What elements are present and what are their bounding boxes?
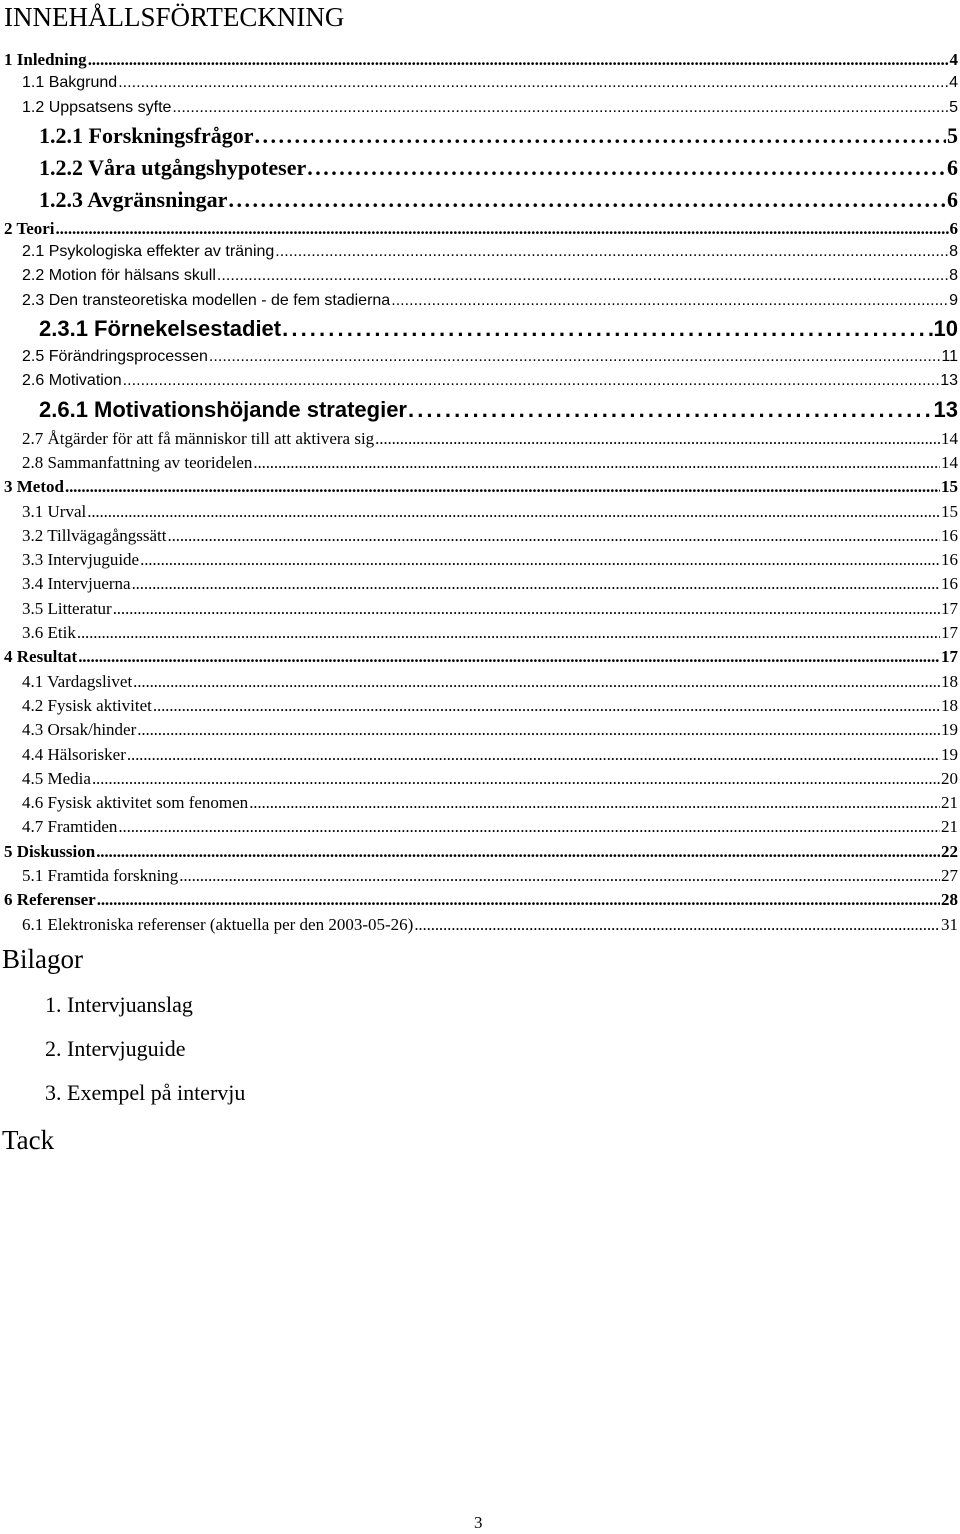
toc-entry[interactable] (0, 453, 960, 477)
dot-leader (132, 574, 940, 594)
toc-entry-title: 4.7 Framtiden (22, 817, 118, 837)
toc-entry-page: 6 (947, 186, 958, 212)
dot-leader (172, 99, 948, 117)
toc-entry[interactable] (0, 187, 960, 219)
toc-entry[interactable] (0, 890, 960, 914)
toc-entry-page: 27 (941, 866, 958, 886)
dot-leader (282, 316, 932, 342)
toc-entry-title: 3 Metod (4, 477, 64, 497)
toc-entry-title: 1.2.3 Avgränsningar (39, 186, 228, 212)
dot-leader (275, 243, 948, 261)
dot-leader (375, 429, 940, 449)
toc-entry-page: 17 (941, 598, 958, 618)
toc-entry-page: 17 (941, 647, 958, 667)
toc-entry-title: 2 Teori (4, 218, 55, 238)
dot-leader (391, 292, 948, 310)
toc-entry[interactable] (0, 550, 960, 574)
toc-entry-title: 3.4 Intervjuerna (22, 574, 131, 594)
dot-leader (127, 745, 940, 765)
bilaga-item: 1. Intervjuanslag (45, 992, 193, 1017)
toc-entry[interactable] (0, 672, 960, 696)
toc-entry[interactable] (0, 267, 960, 291)
bilagor-heading: Bilagor (2, 944, 83, 974)
toc-entry[interactable] (0, 316, 960, 348)
toc-entry[interactable] (0, 769, 960, 793)
toc-entry[interactable] (0, 50, 960, 74)
dot-leader (307, 155, 946, 181)
dot-leader (118, 817, 940, 837)
toc-entry-title: 2.7 Åtgärder för att få människor till att aktivera sig (22, 428, 375, 448)
toc-entry-page: 17 (941, 623, 958, 643)
toc-entry-page: 4 (949, 50, 958, 69)
toc-entry-page: 10 (933, 316, 958, 342)
toc-entry-page: 16 (941, 574, 958, 594)
toc-entry-title: 3.3 Intervjuguide (22, 550, 140, 570)
toc-entry-title: 6 Referenser (4, 890, 96, 910)
dot-leader (137, 720, 940, 740)
toc-entry-page: 11 (941, 348, 958, 366)
toc-entry-title: 3.1 Urval (22, 501, 87, 521)
toc-entry-page: 15 (941, 477, 958, 497)
toc-entry-title: 5 Diskussion (4, 841, 96, 861)
toc-entry[interactable] (0, 502, 960, 526)
dot-leader (123, 372, 940, 390)
dot-leader (65, 477, 940, 497)
toc-entry[interactable] (0, 348, 960, 372)
toc-entry[interactable] (0, 842, 960, 866)
toc-entry-page: 19 (941, 720, 958, 740)
toc-entry-page: 18 (941, 695, 958, 715)
toc-entry-page: 19 (941, 744, 958, 764)
toc-entry[interactable] (0, 292, 960, 316)
dot-leader (179, 866, 940, 886)
dot-leader (118, 74, 948, 92)
toc-entry[interactable] (0, 155, 960, 187)
dot-leader (414, 915, 940, 935)
dot-leader (97, 890, 940, 910)
toc-entry-page: 18 (941, 671, 958, 691)
dot-leader (133, 672, 940, 692)
dot-leader (78, 647, 940, 667)
toc-entry-title: 2.1 Psykologiska effekter av träning (22, 243, 275, 261)
toc-entry-page: 21 (941, 793, 958, 813)
toc-entry[interactable] (0, 793, 960, 817)
toc-entry-page: 13 (933, 396, 958, 422)
dot-leader (228, 187, 946, 213)
toc-entry[interactable] (0, 477, 960, 501)
toc-entry-page: 14 (941, 428, 958, 448)
toc-entry[interactable] (0, 74, 960, 98)
toc-entry-title: 4.3 Orsak/hinder (22, 720, 137, 740)
toc-entry-page: 5 (949, 98, 958, 116)
dot-leader (168, 526, 940, 546)
toc-entry[interactable] (0, 745, 960, 769)
toc-entry-title: 1 Inledning (4, 50, 87, 69)
dot-leader (88, 50, 949, 70)
toc-entry-title: 3.6 Etik (22, 623, 76, 643)
dot-leader (77, 623, 940, 643)
toc-entry-page: 8 (949, 267, 958, 285)
dot-leader (92, 769, 940, 789)
toc-entry-page: 16 (941, 525, 958, 545)
dot-leader (56, 219, 949, 239)
toc-entry[interactable] (0, 574, 960, 598)
toc-entry-page: 9 (949, 291, 958, 309)
bilagor-list (45, 990, 245, 1122)
toc-entry[interactable] (0, 915, 960, 939)
toc-entry-title: 2.5 Förändringsprocessen (22, 348, 208, 366)
toc-entry-title: 3.5 Litteratur (22, 598, 112, 618)
toc-entry[interactable] (0, 526, 960, 550)
dot-leader (209, 348, 941, 366)
toc-entry[interactable] (0, 623, 960, 647)
toc-entry[interactable] (0, 866, 960, 890)
toc-entry-page: 5 (947, 122, 958, 148)
toc-entry-page: 6 (947, 154, 958, 180)
page-title: INNEHÅLLSFÖRTECKNING (4, 2, 345, 32)
toc-entry-page: 8 (949, 243, 958, 261)
toc-entry[interactable] (0, 243, 960, 267)
toc-entry[interactable] (0, 372, 960, 396)
bilaga-item: 3. Exempel på intervju (45, 1080, 246, 1105)
dot-leader (113, 599, 940, 619)
toc-entry[interactable] (0, 720, 960, 744)
toc-entry[interactable] (0, 599, 960, 623)
toc-entry-title: 2.2 Motion för hälsans skull (22, 267, 216, 285)
toc-entry-title: 4.2 Fysisk aktivitet (22, 695, 152, 715)
dot-leader (140, 550, 940, 570)
toc-entry[interactable] (0, 397, 960, 429)
toc-entry-page: 15 (941, 501, 958, 521)
toc-entry-page: 22 (941, 841, 958, 861)
toc-entry-title: 4.6 Fysisk aktivitet som fenomen (22, 793, 249, 813)
dot-leader (249, 793, 940, 813)
toc-entry-title: 1.2 Uppsatsens syfte (22, 98, 172, 116)
dot-leader (255, 123, 947, 149)
dot-leader (153, 696, 940, 716)
toc-entry[interactable] (0, 696, 960, 720)
toc-entry[interactable] (0, 99, 960, 123)
toc-entry-title: 1.2.1 Forskningsfrågor (39, 122, 254, 148)
toc-entry[interactable] (0, 123, 960, 155)
toc-entry-title: 4.5 Media (22, 768, 91, 788)
toc-entry[interactable] (0, 647, 960, 671)
bilaga-item: 2. Intervjuguide (45, 1036, 186, 1061)
toc-entry-title: 2.3.1 Förnekelsestadiet (39, 316, 282, 342)
dot-leader (217, 267, 948, 285)
toc-entry-page: 28 (941, 890, 958, 910)
toc-entry-title: 2.6 Motivation (22, 372, 122, 390)
toc-entry-page: 14 (941, 452, 958, 472)
toc-entry[interactable] (0, 817, 960, 841)
toc-entry-title: 4.4 Hälsorisker (22, 744, 126, 764)
dot-leader (87, 502, 940, 522)
toc-entry-page: 16 (941, 550, 958, 570)
toc-entry-page: 31 (941, 914, 958, 934)
toc-entry-title: 1.2.2 Våra utgångshypoteser (39, 154, 307, 180)
toc-entry-page: 20 (941, 768, 958, 788)
toc-entry-page: 13 (940, 372, 958, 390)
toc-entry-page: 4 (949, 74, 958, 92)
tack-heading: Tack (2, 1125, 55, 1155)
toc-entry-title: 2.8 Sammanfattning av teoridelen (22, 452, 253, 472)
toc-entry[interactable] (0, 219, 960, 243)
toc-entry-title: 4 Resultat (4, 647, 78, 667)
toc-entry-title: 6.1 Elektroniska referenser (aktuella per den 2003-05-26) (22, 914, 414, 934)
toc-entry-page: 21 (941, 817, 958, 837)
dot-leader (253, 453, 940, 473)
table-of-contents (0, 50, 960, 939)
toc-entry-page: 6 (949, 218, 958, 238)
page-number: 3 (474, 1513, 483, 1532)
toc-entry-title: 1.1 Bakgrund (22, 74, 118, 92)
toc-entry[interactable] (0, 429, 960, 453)
toc-entry-title: 2.3 Den transteoretiska modellen - de fem stadierna (22, 291, 391, 309)
toc-entry-title: 5.1 Framtida forskning (22, 866, 179, 886)
dot-leader (96, 842, 940, 862)
toc-entry-title: 2.6.1 Motivationshöjande strategier (39, 396, 407, 422)
toc-entry-title: 3.2 Tillvägagångssätt (22, 525, 167, 545)
dot-leader (408, 397, 933, 423)
toc-entry-title: 4.1 Vardagslivet (22, 671, 133, 691)
